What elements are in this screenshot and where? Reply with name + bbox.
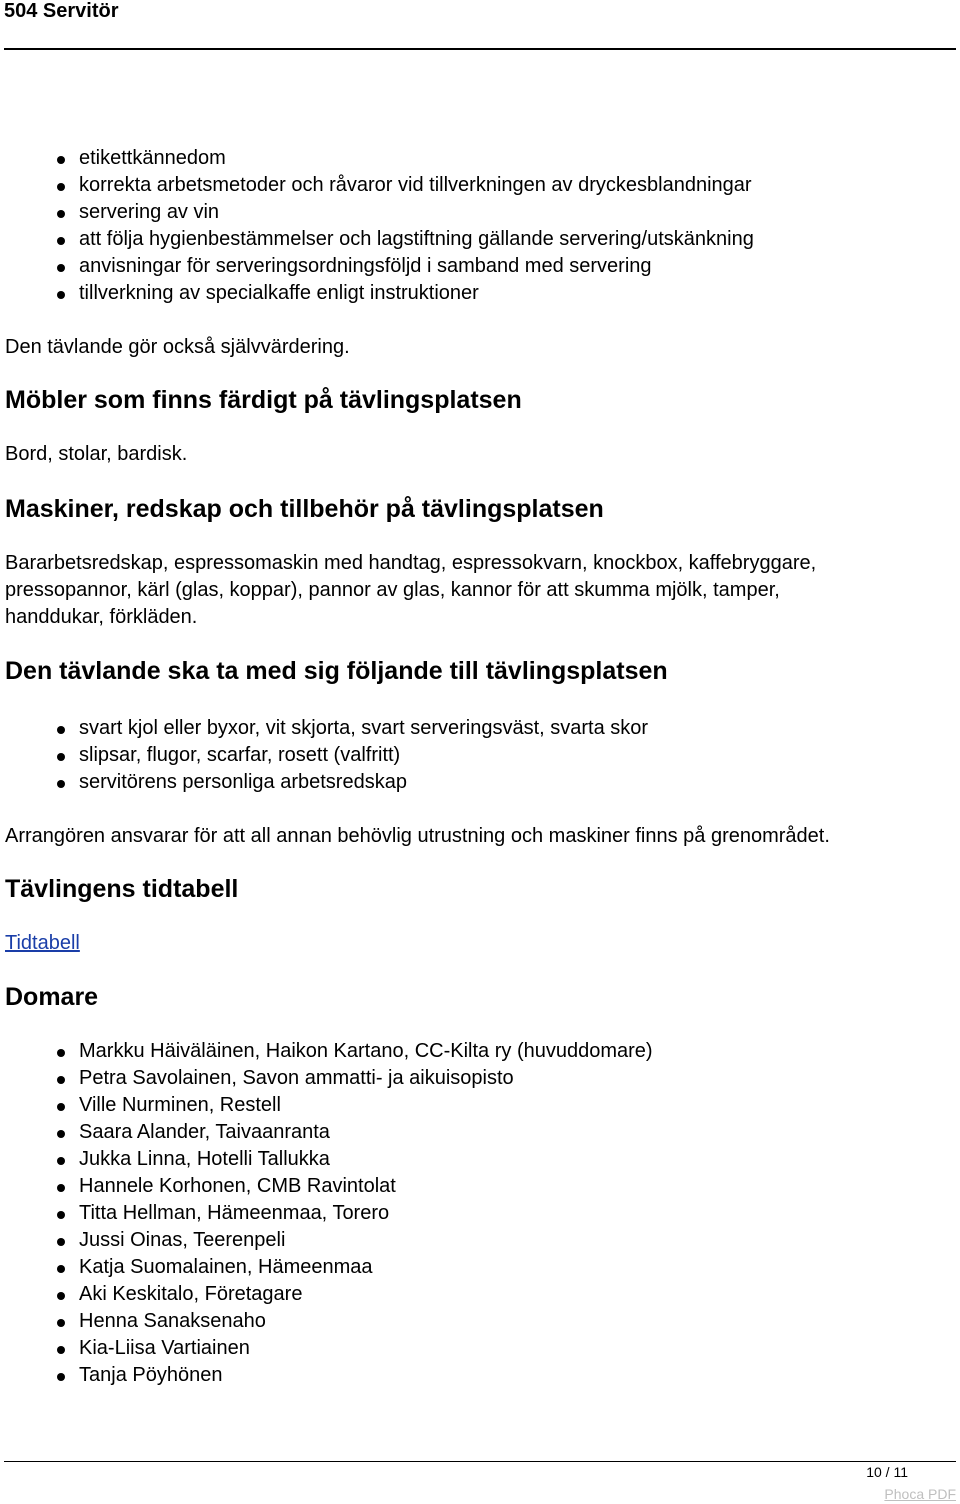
footer-divider (4, 1461, 956, 1462)
list-item: korrekta arbetsmetoder och råvaror vid tillverkningen av dryckesblandningar (5, 172, 940, 199)
bring-heading: Den tävlande ska ta med sig följande till tävlingsplatsen (5, 657, 668, 685)
list-item: Henna Sanaksenaho (5, 1308, 940, 1335)
judges-heading: Domare (5, 983, 99, 1011)
furniture-heading: Möbler som finns färdigt på tävlingsplatsen (5, 386, 522, 414)
machines-text-line-3: handdukar, förkläden. (5, 606, 198, 628)
list-item: Hannele Korhonen, CMB Ravintolat (5, 1173, 940, 1200)
page-number: 10 / 11 (866, 1464, 908, 1480)
list-item: Jussi Oinas, Teerenpeli (5, 1227, 940, 1254)
list-item: slipsar, flugor, scarfar, rosett (valfritt) (5, 742, 940, 769)
self-evaluation-text: Den tävlande gör också självvärdering. (5, 336, 350, 358)
list-item: Katja Suomalainen, Hämeenmaa (5, 1254, 940, 1281)
list-item: Jukka Linna, Hotelli Tallukka (5, 1146, 940, 1173)
list-item: Saara Alander, Taivaanranta (5, 1119, 940, 1146)
list-item: Petra Savolainen, Savon ammatti- ja aikuisopisto (5, 1065, 940, 1092)
phoca-pdf-link[interactable]: Phoca PDF (884, 1486, 956, 1502)
document-body (5, 145, 940, 1389)
machines-heading: Maskiner, redskap och tillbehör på tävlingsplatsen (5, 495, 604, 523)
header-divider (4, 48, 956, 50)
list-item: Kia-Liisa Vartiainen (5, 1335, 940, 1362)
list-item: servering av vin (5, 199, 940, 226)
list-item: Tanja Pöyhönen (5, 1362, 940, 1389)
list-item: anvisningar för serveringsordningsföljd i samband med servering (5, 253, 940, 280)
list-item: Markku Häiväläinen, Haikon Kartano, CC-Kilta ry (huvuddomare) (5, 1038, 940, 1065)
page-header-title: 504 Servitör (4, 0, 119, 22)
furniture-text: Bord, stolar, bardisk. (5, 443, 188, 465)
skills-list (5, 145, 940, 307)
list-item: servitörens personliga arbetsredskap (5, 769, 940, 796)
list-item: Ville Nurminen, Restell (5, 1092, 940, 1119)
organizer-text: Arrangören ansvarar för att all annan behövlig utrustning och maskiner finns på grenområdet. (5, 825, 830, 847)
machines-text-line-1: Bararbetsredskap, espressomaskin med handtag, espressokvarn, knockbox, kaffebryggare, (5, 552, 817, 574)
list-item: att följa hygienbestämmelser och lagstiftning gällande servering/utskänkning (5, 226, 940, 253)
judges-list (5, 1038, 940, 1389)
list-item: Aki Keskitalo, Företagare (5, 1281, 940, 1308)
list-item: tillverkning av specialkaffe enligt instruktioner (5, 280, 940, 307)
schedule-heading: Tävlingens tidtabell (5, 875, 239, 903)
list-item: etikettkännedom (5, 145, 940, 172)
bring-list (5, 715, 940, 796)
machines-text-line-2: pressopannor, kärl (glas, koppar), pannor av glas, kannor för att skumma mjölk, tamper, (5, 579, 780, 601)
list-item: svart kjol eller byxor, vit skjorta, svart serveringsväst, svarta skor (5, 715, 940, 742)
list-item: Titta Hellman, Hämeenmaa, Torero (5, 1200, 940, 1227)
schedule-link[interactable]: Tidtabell (5, 932, 80, 954)
